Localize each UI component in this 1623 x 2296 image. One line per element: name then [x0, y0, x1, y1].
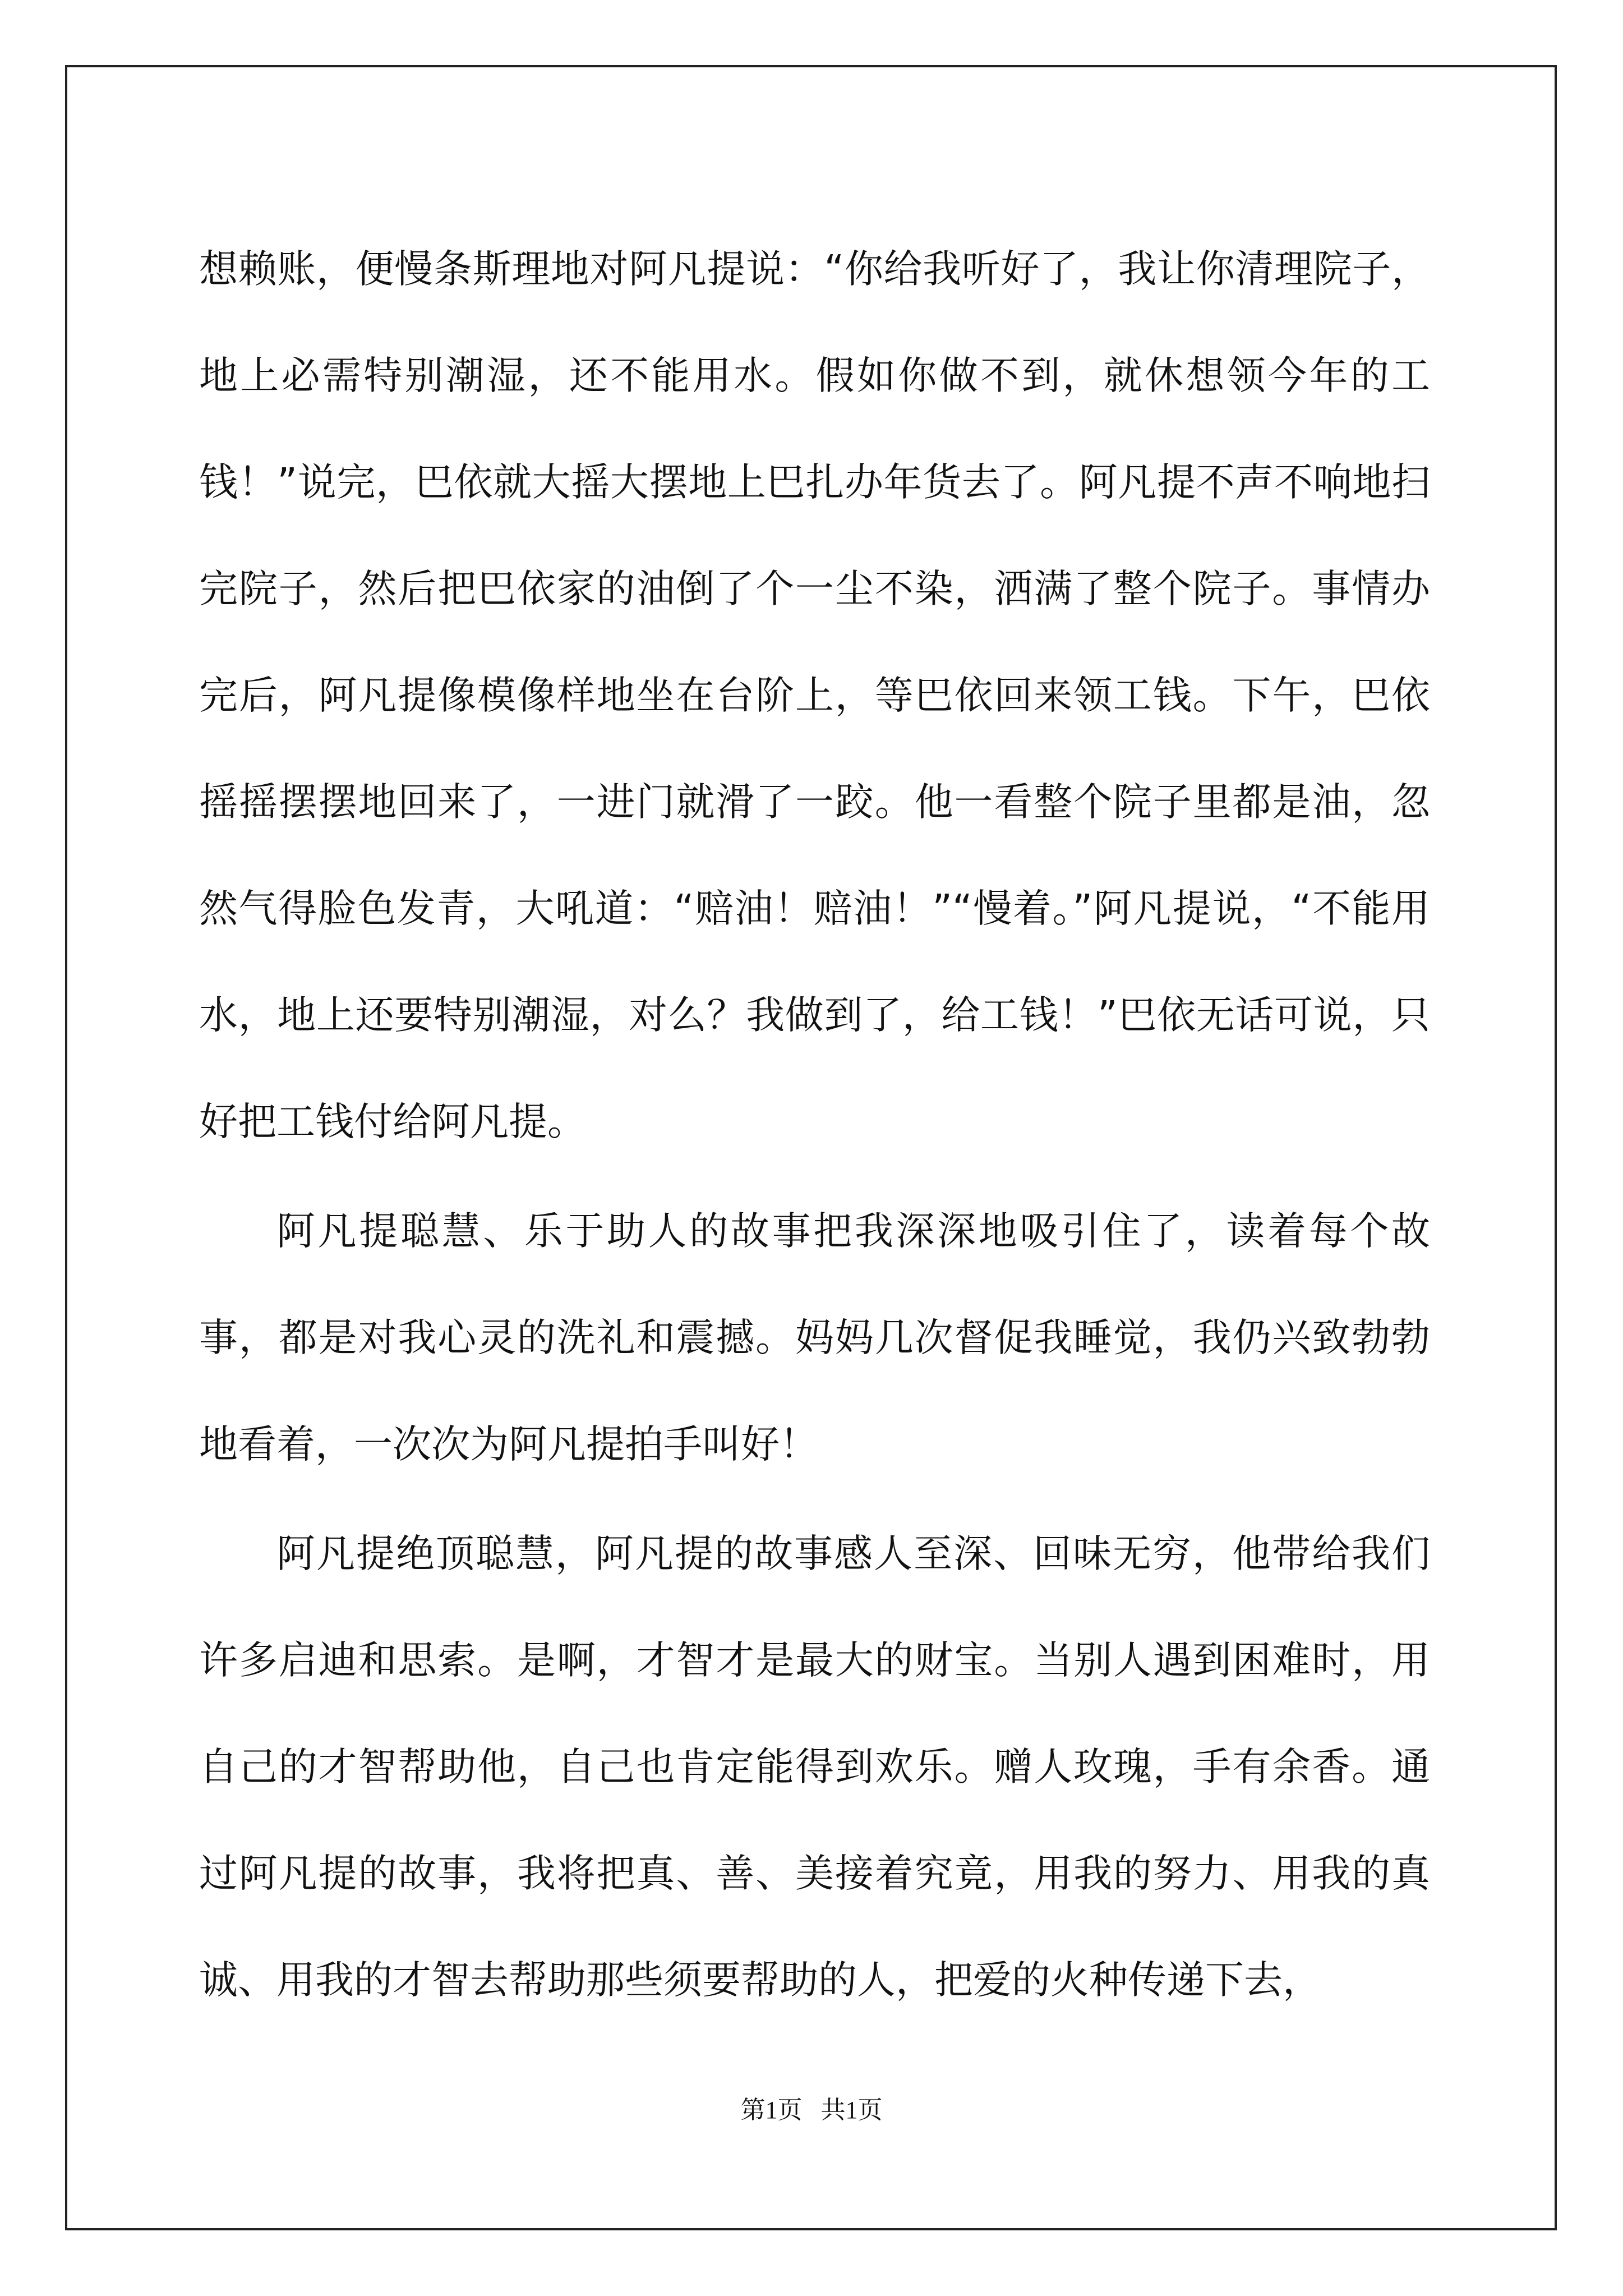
document-body [199, 216, 1430, 2036]
paragraph-line: 子。事情办完后，阿凡提像模像样地坐在台阶上，等巴依回来领工钱。 [199, 567, 1431, 718]
paragraph-line: 下午，巴依摇摇摆摆地回来了，一进门就滑了一跤。他一看整个院子 [199, 673, 1431, 825]
paragraph [199, 216, 1430, 1175]
paragraph-line: 的工钱！”说完，巴依就大摇大摆地上巴扎办年货去了。阿凡提不声 [199, 353, 1431, 505]
paragraph-line: 勃地看着，一次次为阿凡提拍手叫好！ [199, 1315, 1430, 1467]
paragraph-line: 子，地上必需特别潮湿，还不能用水。假如你做不到，就休想领今年 [199, 247, 1430, 398]
page-number-footer: 第1页 共1页 [740, 2096, 883, 2124]
paragraph-line: 阿凡提说，“不能用水，地上还要特别潮湿，对么？我做到了，给工 [199, 886, 1430, 1038]
paragraph-line: 的真诚、用我的才智去帮助那些须要帮助的人，把爱的火种传递下去， [199, 1851, 1431, 2003]
paragraph [199, 1501, 1430, 2033]
paragraph-line: 事，都是对我心灵的洗礼和震撼。妈妈几次督促我睡觉，我仍兴致勃 [199, 1315, 1391, 1360]
paragraph-line: 不响地扫完院子，然后把巴依家的油倒了个一尘不染，洒满了整个院 [199, 460, 1431, 611]
paragraph-line: 阿凡提聪慧、乐于助人的故事把我深深地吸引住了，读着每个故 [276, 1209, 1430, 1254]
paragraph-line: 想赖账，便慢条斯理地对阿凡提说：“你给我听好了，我让你清理院 [199, 247, 1353, 292]
paragraph-line: 们许多启迪和思索。是啊，才智才是最大的财宝。当别人遇到困难时， [199, 1531, 1430, 1683]
paragraph-line: 阿凡提绝顶聪慧，阿凡提的故事感人至深、回味无穷，他带给我 [276, 1531, 1391, 1576]
paragraph-line: 用自己的才智帮助他，自己也肯定能得到欢乐。赠人玫瑰，手有余香。 [199, 1638, 1430, 1789]
paragraph-line: 通过阿凡提的故事，我将把真、善、美接着究竟，用我的努力、用我 [199, 1745, 1430, 1896]
paragraph-line: 钱！”巴依无话可说，只好把工钱付给阿凡提。 [199, 993, 1430, 1144]
paragraph [199, 1178, 1430, 1498]
paragraph-line: 里都是油，忽然气得脸色发青，大吼道：“赔油！赔油！”“慢着。” [199, 780, 1431, 931]
